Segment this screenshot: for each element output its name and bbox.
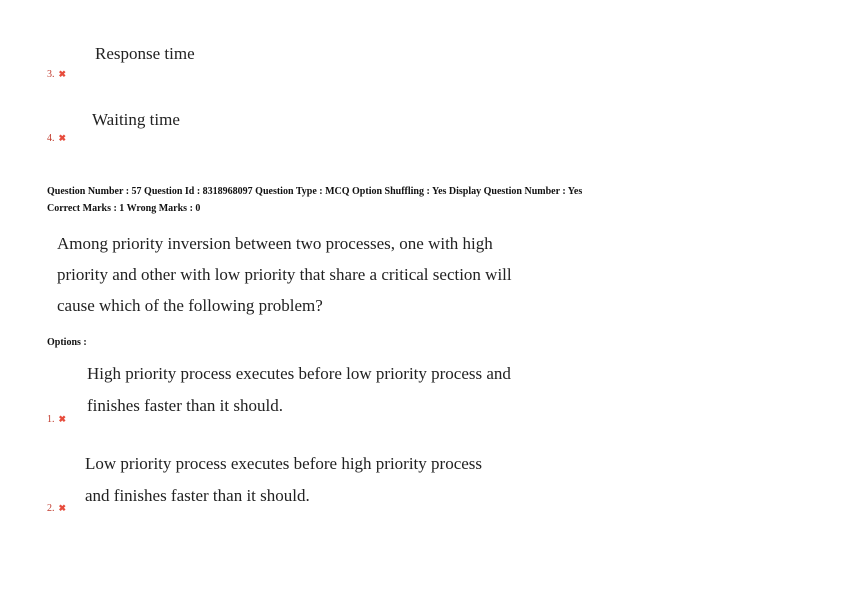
option-text-line: High priority process executes before low priority process and xyxy=(87,364,511,383)
question-meta-line: Question Number : 57 Question Id : 8318968097 Question Type : MCQ Option Shuffling : Yes Display Question Number : Yes xyxy=(47,186,583,197)
option-number-label: 3. xyxy=(47,69,55,80)
option-text-line: and finishes faster than it should. xyxy=(85,486,310,505)
cross-icon: ✖ xyxy=(58,503,67,513)
question-text-line: cause which of the following problem? xyxy=(57,296,323,315)
prev-option-4-number xyxy=(47,133,66,144)
cross-icon: ✖ xyxy=(58,69,67,79)
prev-option-3-text: Response time xyxy=(95,44,195,63)
prev-option-4-text: Waiting time xyxy=(92,110,180,129)
cross-icon: ✖ xyxy=(58,414,67,424)
option-1-text xyxy=(87,358,511,422)
question-text-line: Among priority inversion between two processes, one with high xyxy=(57,234,493,253)
question-text xyxy=(57,228,512,321)
option-text-line: Low priority process executes before high priority process xyxy=(85,454,483,473)
option-2-number xyxy=(47,503,66,514)
prev-option-3-number xyxy=(47,69,66,80)
option-text-line: finishes faster than it should. xyxy=(87,396,283,415)
option-number-label: 1. xyxy=(47,414,55,425)
option-number-label: 2. xyxy=(47,503,55,514)
cross-icon: ✖ xyxy=(58,133,67,143)
option-2-text xyxy=(85,448,482,512)
option-1-number xyxy=(47,414,66,425)
question-marks-line: Correct Marks : 1 Wrong Marks : 0 xyxy=(47,203,201,214)
options-label: Options : xyxy=(47,337,87,348)
question-text-line: priority and other with low priority that share a critical section will xyxy=(57,265,512,284)
option-number-label: 4. xyxy=(47,133,55,144)
